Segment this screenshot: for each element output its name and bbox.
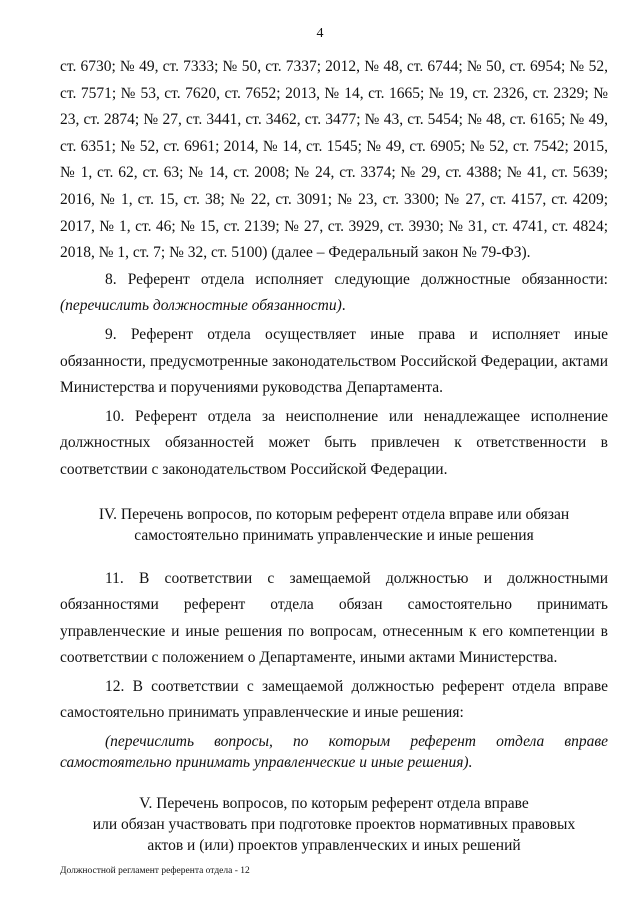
paragraph-8-end: . xyxy=(341,297,346,315)
section-heading-v xyxy=(60,793,608,856)
section-heading-iv-line-2: самостоятельно принимать управленческие и иные решения xyxy=(134,526,534,544)
paragraph-8-placeholder: (перечислить должностные обязанности) xyxy=(60,297,342,315)
paragraph-8-text: 8. Референт отдела исполняет следующие должностные обязанности: xyxy=(105,270,608,288)
paragraph-8 xyxy=(60,267,608,320)
section-heading-iv xyxy=(60,504,608,546)
section-heading-v-line-3: актов и (или) проектов управленческих и иных решений xyxy=(147,837,521,855)
page-number: 4 xyxy=(316,26,324,41)
paragraph-continuation: ст. 6730; № 49, ст. 7333; № 50, ст. 7337; 2012, № 48, ст. 6744; № 50, ст. 6954; № 52, ст. 7571; № 53, ст. 7620, ст. 7652; 2013, № 14, ст. 1665; № 19, ст. 2326, ст. 2329; № 23, ст. 2874; № 27, ст. 3441, ст. 3462, ст. 3477; № 43, ст. 5454; № 48, ст. 6165; № 49, ст. 6351; № 52, ст. 6961; 2014, № 14, ст. 1545; № 49, ст. 6905; № 52, ст. 7542; 2015, № 1, ст. 62, ст. 63; № 14, ст. 2008; № 24, ст. 3374; № 29, ст. 4388; № 41, ст. 5639; 2016, № 1, ст. 15, ст. 38; № 22, ст. 3091; № 23, ст. 3300; № 27, ст. 4157, ст. 4209; 2017, № 1, ст. 46; № 15, ст. 2139; № 27, ст. 3929, ст. 3930; № 31, ст. 4741, ст. 4824; 2018, № 1, ст. 7; № 32, ст. 5100) (далее – Федеральный закон № 79-ФЗ). xyxy=(60,58,608,262)
section-heading-iv-line-1: IV. Перечень вопросов, по которым референт отдела вправе или обязан xyxy=(98,505,570,523)
paragraph-12-placeholder: (перечислить вопросы, по которым референт отдела вправе самостоятельно принимать управленческие и иные решения). xyxy=(60,733,608,772)
paragraph-10: 10. Референт отдела за неисполнение или ненадлежащее исполнение должностных обязанностей может быть привлечен к ответственности в соответствии с законодательством Российской Федерации. xyxy=(60,407,608,478)
section-heading-v-line-1: V. Перечень вопросов, по которым референт отдела вправе xyxy=(139,795,529,813)
document-body xyxy=(60,54,608,876)
paragraph-9: 9. Референт отдела осуществляет иные права и исполняет иные обязанности, предусмотренные законодательством Российской Федерации, актами Министерства и поручениями руководства Департамента. xyxy=(60,325,608,397)
paragraph-11: 11. В соответствии с замещаемой должностью и должностными обязанностями референт отдела обязан самостоятельно принимать управленческие и иные решения по вопросам, отнесенным к его компетенции в соответствии с положением о Департаменте, иными актами Министерства. xyxy=(60,569,608,667)
section-heading-v-line-2: или обязан участвовать при подготовке проектов нормативных правовых xyxy=(92,816,576,834)
paragraph-12: 12. В соответствии с замещаемой должностью референт отдела вправе самостоятельно принимать управленческие и иные решения: xyxy=(60,677,608,722)
page-footer: Должностной регламент референта отдела - 12 xyxy=(60,866,250,876)
